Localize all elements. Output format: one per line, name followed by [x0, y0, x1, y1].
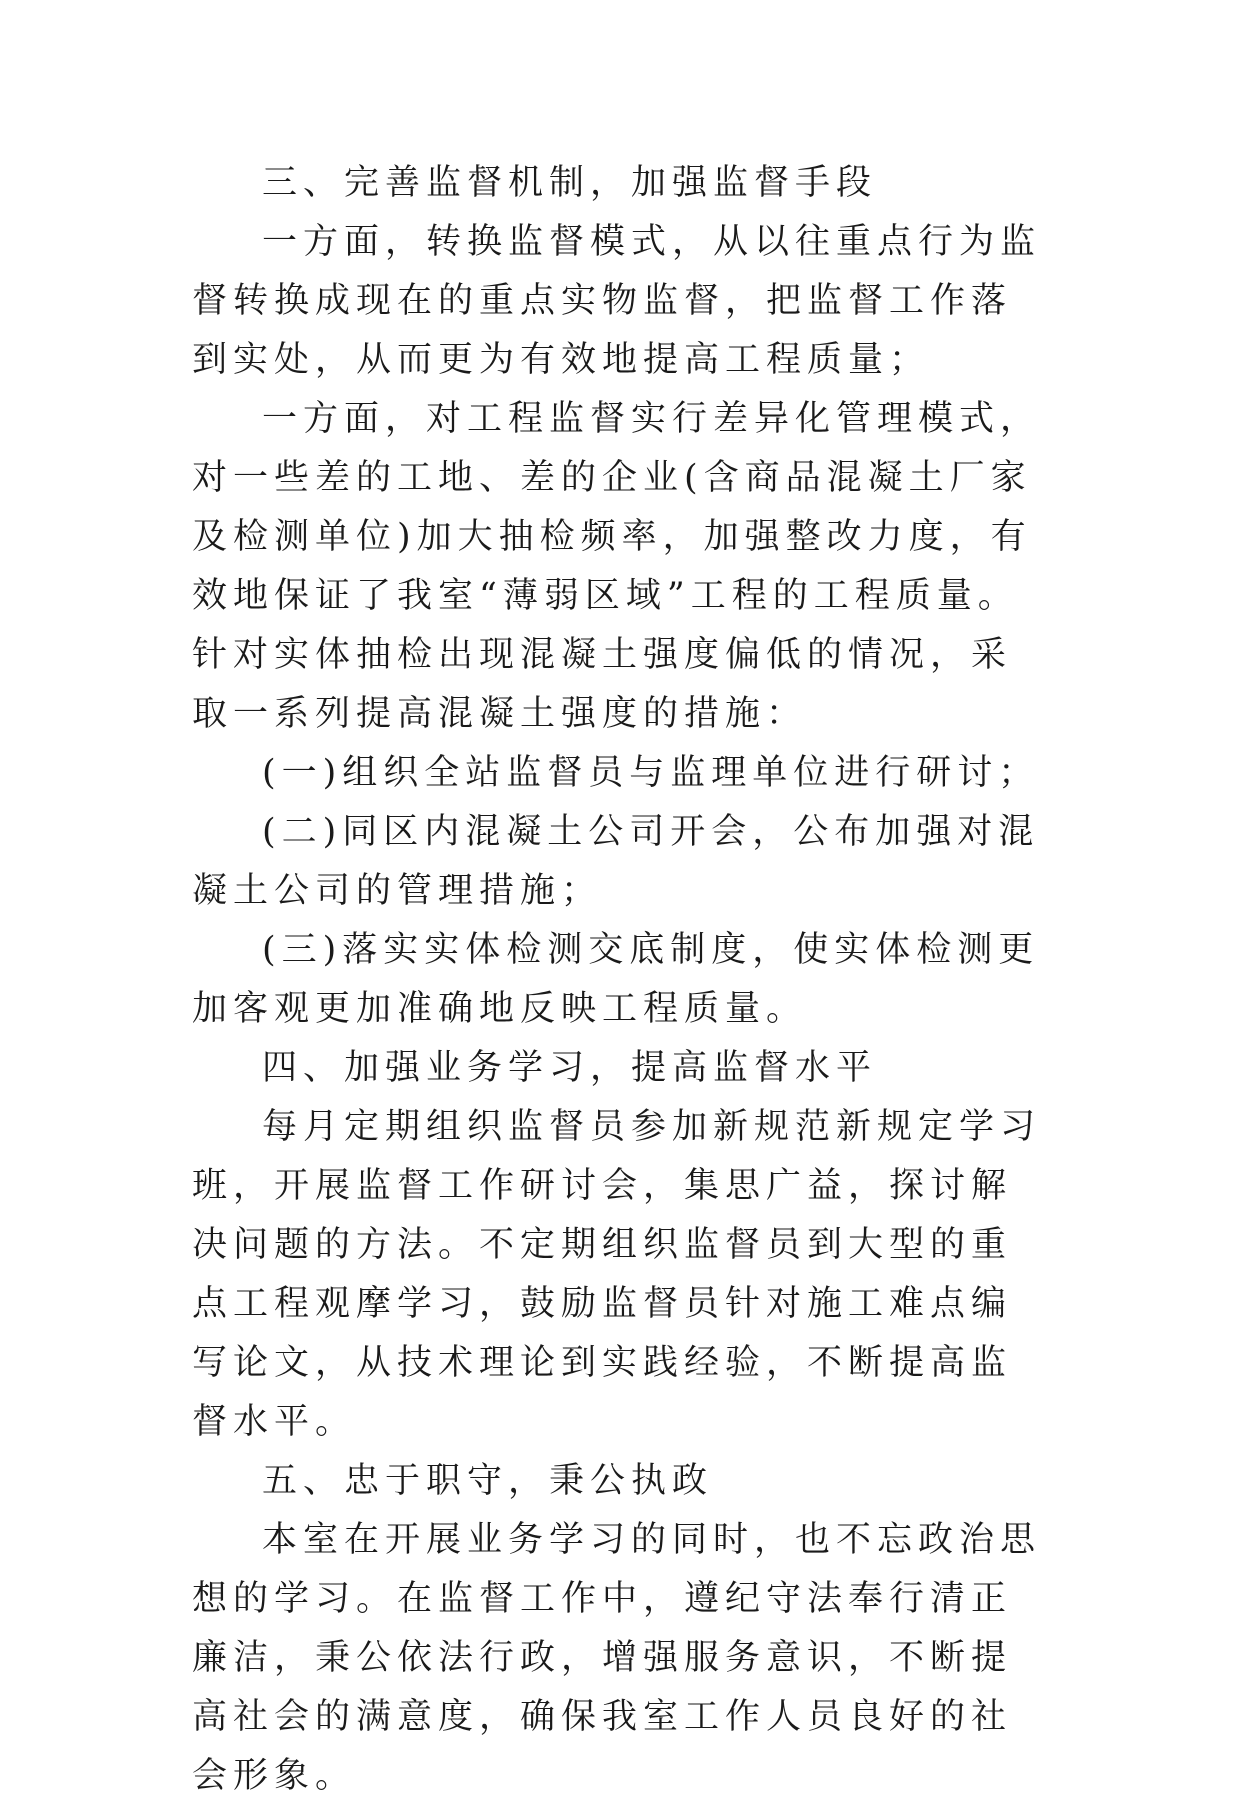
list-item: (一)组织全站监督员与监理单位进行研讨；: [262, 753, 1040, 793]
section-heading-3: 三、完善监督机制，加强监督手段: [262, 163, 878, 203]
section-heading-5: 五、忠于职守，秉公执政: [262, 1461, 714, 1501]
paragraph: 每月定期组织监督员参加新规范新规定学习班，开展监督工作研讨会，集思广益，探讨解决问题的方法。不定期组织监督员到大型的重点工程观摩学习，鼓励监督员针对施工难点编写论文，从技术理论到实践经验，不断提高监督水平。: [192, 1107, 1042, 1442]
document-body: [192, 154, 1052, 1806]
paragraph: 一方面，对工程监督实行差异化管理模式，对一些差的工地、差的企业(含商品混凝土厂家及检测单位)加大抽检频率，加强整改力度，有效地保证了我室“薄弱区域”工程的工程质量。针对实体抽检出现混凝土强度偏低的情况，采取一系列提高混凝土强度的措施：: [192, 399, 1042, 734]
paragraph: 一方面，转换监督模式，从以往重点行为监督转换成现在的重点实物监督，把监督工作落到实处，从而更为有效地提高工程质量；: [192, 222, 1042, 380]
paragraph: 本室在开展业务学习的同时，也不忘政治思想的学习。在监督工作中，遵纪守法奉行清正廉洁，秉公依法行政，增强服务意识，不断提高社会的满意度，确保我室工作人员良好的社会形象。: [192, 1520, 1042, 1796]
list-item: (二)同区内混凝土公司开会，公布加强对混凝土公司的管理措施；: [192, 812, 1040, 911]
list-item: (三)落实实体检测交底制度，使实体检测更加客观更加准确地反映工程质量。: [192, 930, 1040, 1029]
section-heading-4: 四、加强业务学习，提高监督水平: [262, 1048, 878, 1088]
